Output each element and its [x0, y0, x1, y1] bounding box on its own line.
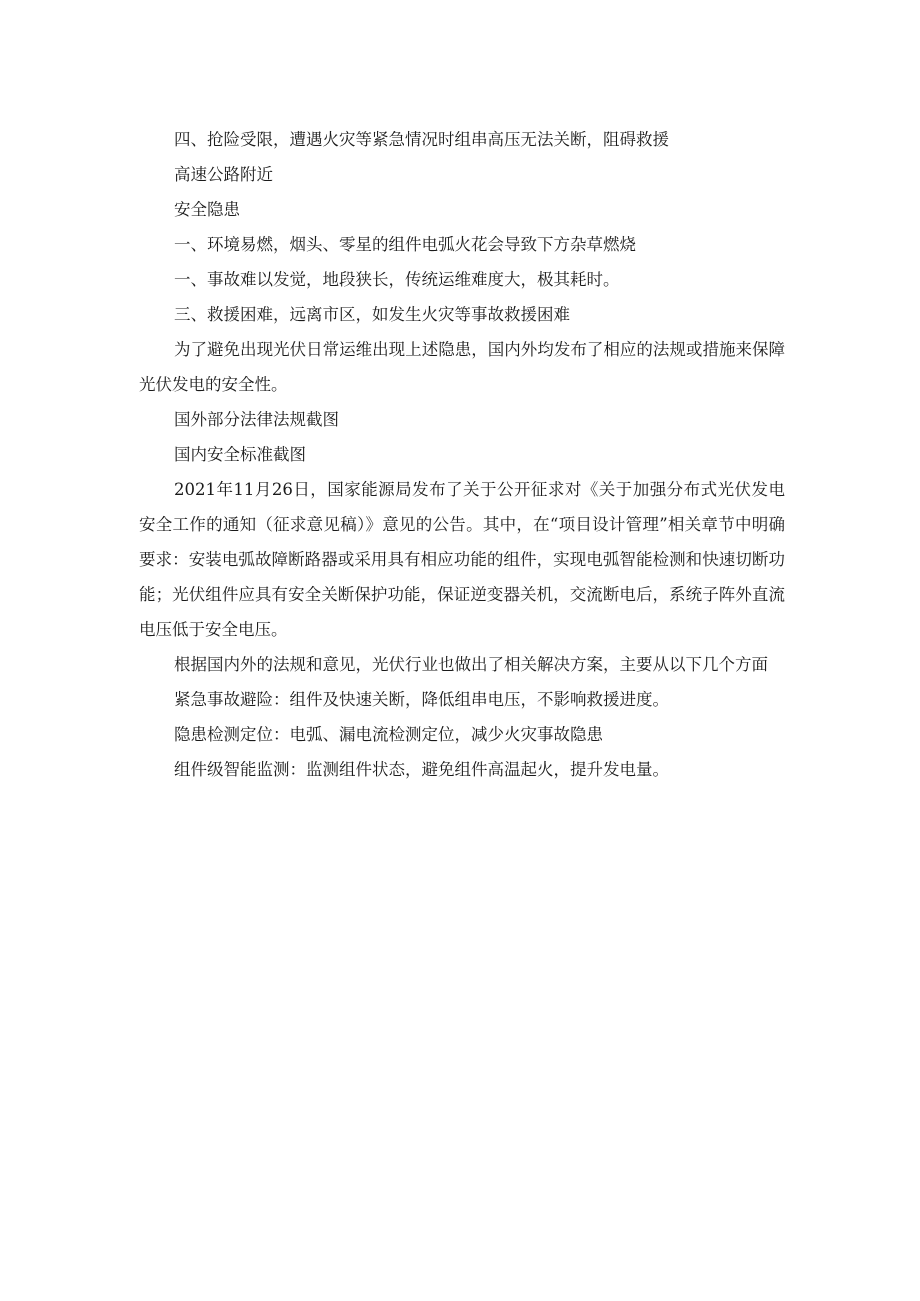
paragraph-industry-solutions: 根据国内外的法规和意见，光伏行业也做出了相关解决方案，主要从以下几个方面: [174, 655, 768, 674]
paragraph-module-monitoring: 组件级智能监测：监测组件状态，避免组件高温起火，提升发电量。: [174, 760, 669, 779]
paragraph-highway-heading: 高速公路附近: [174, 165, 273, 184]
paragraph-regulations-intro: 为了避免出现光伏日常运维出现上述隐患，国内外均发布了相应的法规或措施来保障光伏发电的安全性。: [139, 340, 785, 394]
paragraph-nea-notice: 2021年11月26日，国家能源局发布了关于公开征求对《关于加强分布式光伏发电安全工作的通知（征求意见稿）》意见的公告。其中，在“项目设计管理”相关章节中明确要求：安装电弧故障断路器或采用具有相应功能的组件，实现电弧智能检测和快速切断功能；光伏组件应具有安全关断保护功能，保证逆变器关机，交流断电后，系统子阵外直流电压低于安全电压。: [139, 480, 785, 639]
paragraph-rescue-difficult: 三、救援困难，远离市区，如发生火灾等事故救援困难: [174, 305, 570, 324]
paragraph-rescue-limited: 四、抢险受限，遭遇火灾等紧急情况时组串高压无法关断，阻碍救援: [174, 130, 669, 149]
paragraph-flammable-environment: 一、环境易燃，烟头、零星的组件电弧火花会导致下方杂草燃烧: [174, 235, 636, 254]
paragraph-foreign-regulations-caption: 国外部分法律法规截图: [174, 410, 339, 429]
document-body: [139, 122, 785, 787]
paragraph-domestic-standards-caption: 国内安全标准截图: [174, 445, 306, 464]
paragraph-emergency-avoidance: 紧急事故避险：组件及快速关断，降低组串电压，不影响救援进度。: [174, 690, 669, 709]
paragraph-hard-to-detect: 一、事故难以发觉，地段狭长，传统运维难度大，极其耗时。: [174, 270, 620, 289]
paragraph-hazard-detection: 隐患检测定位：电弧、漏电流检测定位，减少火灾事故隐患: [174, 725, 603, 744]
paragraph-safety-hazard-heading: 安全隐患: [174, 200, 240, 219]
